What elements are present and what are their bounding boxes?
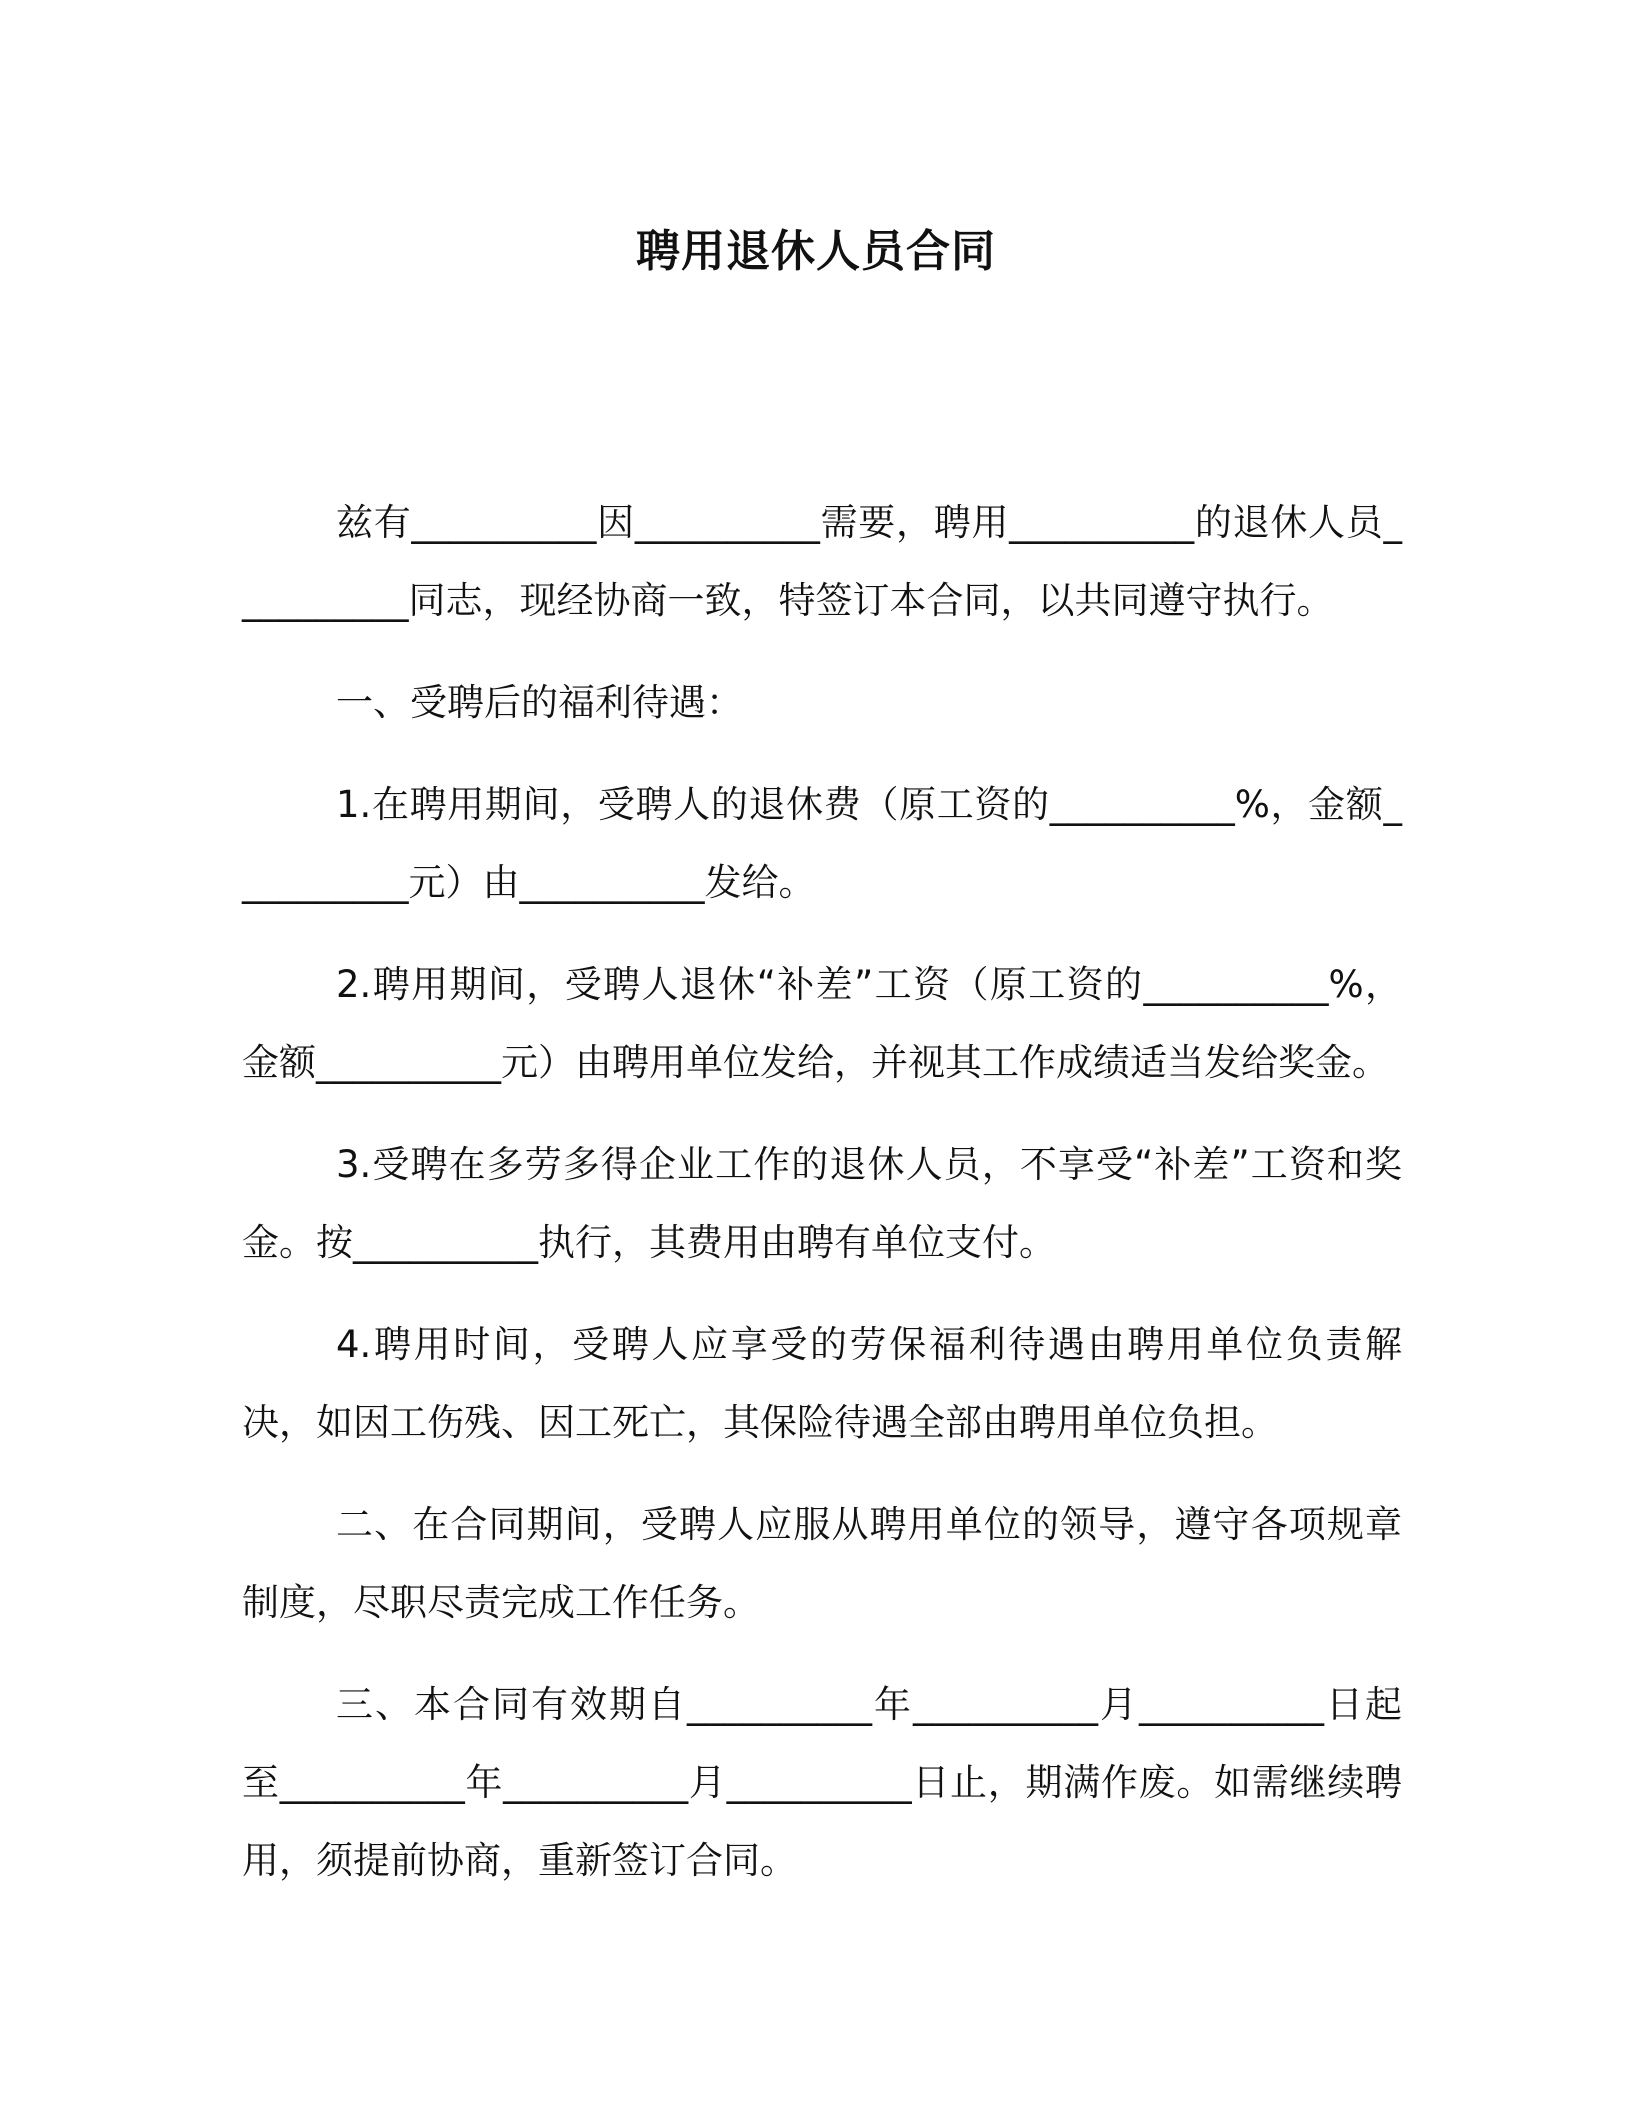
paragraph-intro: 兹有__________因__________需要，聘用__________的退休人员__________同志，现经协商一致，特签订本合同，以共同遵守执行。 xyxy=(242,501,1402,622)
paragraph-section-3: 三、本合同有效期自__________年__________月__________日起至__________年__________月__________日止，期满作废。如需继续聘用，须提前协商，重新签订合同。 xyxy=(242,1683,1402,1882)
document-body xyxy=(242,484,1402,1924)
paragraph-section-1-heading: 一、受聘后的福利待遇： xyxy=(336,681,743,724)
paragraph-item-4: 4.聘用时间，受聘人应享受的劳保福利待遇由聘用单位负责解决，如因工伤残、因工死亡，其保险待遇全部由聘用单位负担。 xyxy=(242,1323,1402,1444)
paragraph-section-2: 二、在合同期间，受聘人应服从聘用单位的领导，遵守各项规章制度，尽职尽责完成工作任务。 xyxy=(242,1503,1402,1624)
document-title: 聘用退休人员合同 xyxy=(636,226,996,277)
paragraph-item-3: 3.受聘在多劳多得企业工作的退休人员，不享受“补差”工资和奖金。按__________执行，其费用由聘有单位支付。 xyxy=(242,1143,1402,1264)
paragraph-item-2: 2.聘用期间，受聘人退休“补差”工资（原工资的__________%，金额__________元）由聘用单位发给，并视其工作成绩适当发给奖金。 xyxy=(242,963,1402,1084)
paragraph-item-1: 1.在聘用期间，受聘人的退休费（原工资的__________%，金额__________元）由__________发给。 xyxy=(242,783,1402,904)
